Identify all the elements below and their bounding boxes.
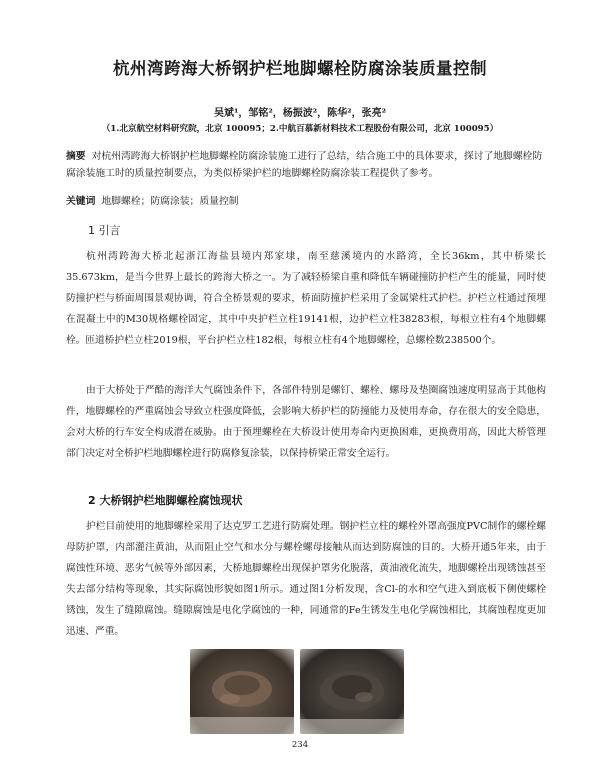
keywords-text: 地脚螺栓；防腐涂装；质量控制 (101, 196, 239, 207)
author-list: 吴斌¹，邹铭²，杨振波²，陈华²，张亮² (214, 108, 386, 119)
section-1-paragraph-1: 杭州湾跨海大桥北起浙江海盐县境内郑家埭，南至慈溪境内的水路湾，全长36km，其中桥梁长35.673km，是当今世界上最长的跨海大桥之一。为了减轻桥梁自重和降低车辆碰撞防护栏产生的能量，同时使防撞护栏与桥面周围景观协调，符合全桥景观的要求，桥面防撞护栏采用了金属梁柱式护栏。护栏立柱通过预埋在混凝土中的M30规格螺栓固定，其中中央护栏立柱19141根，边护栏立柱38283根，每根立柱有4个地脚螺栓。匝道桥护栏立柱2019根，平台护栏立柱182根，每根立柱有4个地脚螺栓，总螺栓数238500个。 (66, 251, 546, 346)
abstract-label: 摘要 (66, 151, 86, 162)
section-2-heading: 2 大桥钢护栏地脚螺栓腐蚀现状 (88, 494, 243, 507)
section-1-paragraph-2: 由于大桥处于严酷的海洋大气腐蚀条件下，各部件特别是螺钉、螺栓、螺母及垫圈腐蚀速度明显高于其他构件，地脚螺栓的严重腐蚀会导致立柱强度降低，会影响大桥护栏的防撞能力及使用寿命，存在很大的安全隐患，会对大桥的行车安全构成潜在威胁。由于预埋螺栓在大桥设计使用寿命内更换困难，更换费用高，因此大桥管理部门决定对全桥护栏地脚螺栓进行防腐修复涂装，以保持桥梁正常安全运行。 (66, 385, 546, 459)
corroded-bolt-photo-right (300, 649, 404, 734)
corroded-bolt-photo-left (190, 649, 294, 734)
affiliation: （1.北京航空材料研究院，北京 100095；2.中航百慕新材料技术工程股份有限公司，北京 100095） (101, 124, 499, 134)
figure-1-corrosion-photos (190, 649, 404, 734)
abstract-text: 对杭州湾跨海大桥钢护栏地脚螺栓防腐涂装施工进行了总结，结合施工中的具体要求，探讨了地脚螺栓防腐涂装施工时的质量控制要点，为类似桥梁护栏的地脚螺栓防腐涂装工程提供了参考。 (66, 151, 543, 179)
paper-title: 杭州湾跨海大桥钢护栏地脚螺栓防腐涂装质量控制 (113, 59, 487, 78)
abstract (66, 148, 546, 182)
keywords (66, 193, 546, 207)
keywords-label: 关键词 (66, 196, 96, 207)
page-number: 234 (291, 740, 309, 750)
section-2-paragraph-1: 护栏目前使用的地脚螺栓采用了达克罗工艺进行防腐处理。钢护栏立柱的螺栓外罩高强度PVC制作的螺栓螺母防护罩，内部灌注黄油，从而阻止空气和水分与螺栓螺母接触从而达到防腐蚀的目的。大桥开通5年来，由于腐蚀性环境、恶劣气候等外部因素，大桥地脚螺栓出现保护罩劣化脱落，黄油液化流失，地脚螺栓出现锈蚀甚至失去部分结构等现象，其实际腐蚀形貌如图1所示。通过图1分析发现，含Cl-的水和空气进入到底板下侧使螺栓锈蚀，发生了缝隙腐蚀。缝隙腐蚀是电化学腐蚀的一种，同通常的Fe生锈发生电化学腐蚀相比，其腐蚀程度更加迅速、严重。 (66, 521, 546, 637)
section-1-heading: 1 引言 (88, 224, 121, 237)
